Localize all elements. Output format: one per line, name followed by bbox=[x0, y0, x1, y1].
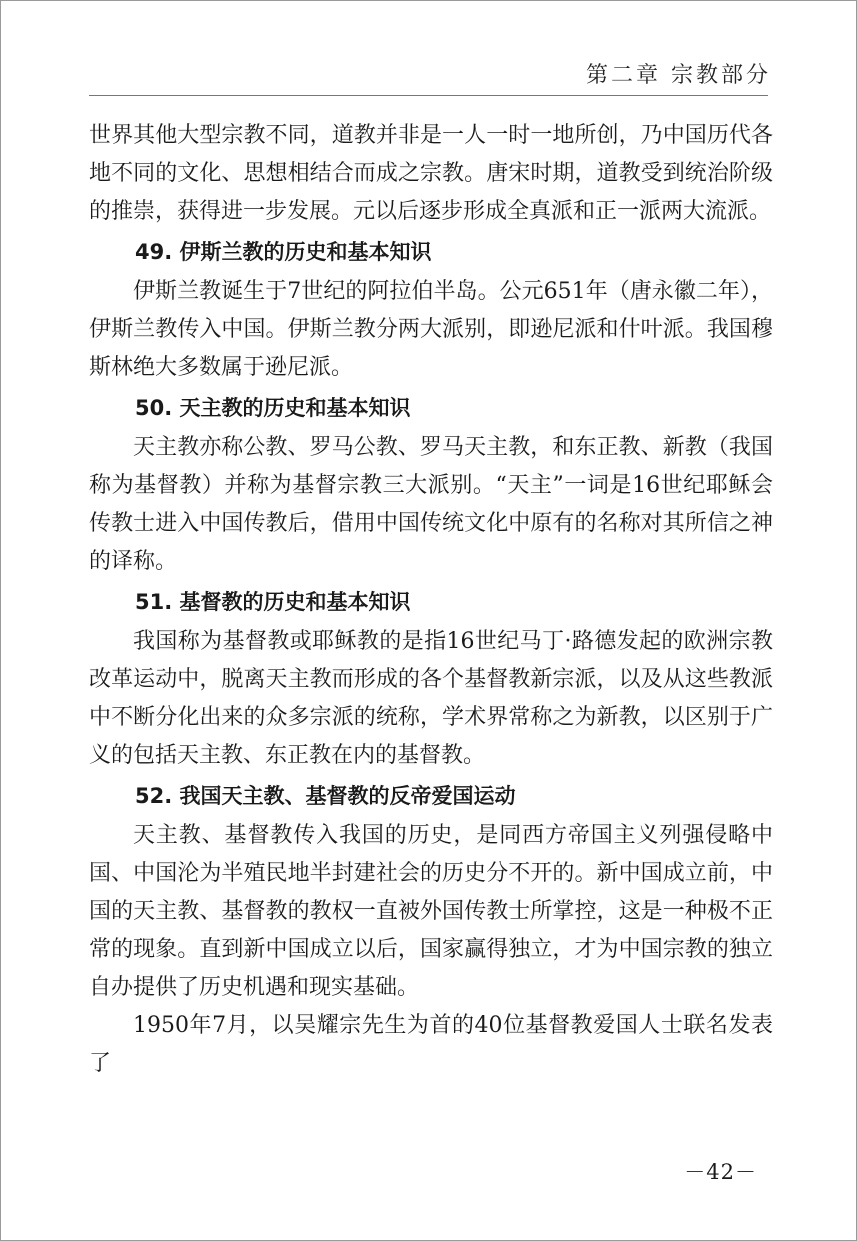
paragraph-islam: 伊斯兰教诞生于7世纪的阿拉伯半岛。公元651年（唐永徽二年），伊斯兰教传入中国。伊斯兰教分两大派别，即逊尼派和什叶派。我国穆斯林绝大多数属于逊尼派。 bbox=[89, 279, 773, 380]
page-number: －42－ bbox=[684, 1160, 757, 1184]
section-heading-51: 51. 基督教的历史和基本知识 bbox=[135, 590, 411, 614]
paragraph-patriotic-movement: 天主教、基督教传入我国的历史，是同西方帝国主义列强侵略中国、中国沦为半殖民地半封建社会的历史分不开的。新中国成立前，中国的天主教、基督教的教权一直被外国传教士所掌控，这是一种极不正常的现象。直到新中国成立以后，国家赢得独立，才为中国宗教的独立自办提供了历史机遇和现实基础。 bbox=[89, 823, 773, 1000]
paragraph-protestantism: 我国称为基督教或耶稣教的是指16世纪马丁·路德发起的欧洲宗教改革运动中，脱离天主教而形成的各个基督教新宗派，以及从这些教派中不断分化出来的众多宗派的统称，学术界常称之为新教，以区别于广义的包括天主教、东正教在内的基督教。 bbox=[89, 629, 773, 768]
section-heading-49: 49. 伊斯兰教的历史和基本知识 bbox=[135, 240, 432, 264]
section-heading-50: 50. 天主教的历史和基本知识 bbox=[135, 396, 411, 420]
paragraph-daoism-continued: 世界其他大型宗教不同，道教并非是一人一时一地所创，乃中国历代各地不同的文化、思想相结合而成之宗教。唐宋时期，道教受到统治阶级的推崇，获得进一步发展。元以后逐步形成全真派和正一派两大流派。 bbox=[89, 123, 773, 224]
chapter-header: 第二章 宗教部分 bbox=[586, 63, 771, 88]
section-heading-52: 52. 我国天主教、基督教的反帝爱国运动 bbox=[135, 784, 516, 808]
paragraph-catholicism: 天主教亦称公教、罗马公教、罗马天主教，和东正教、新教（我国称为基督教）并称为基督宗教三大派别。“天主”一词是16世纪耶稣会传教士进入中国传教后，借用中国传统文化中原有的名称对其所信之神的译称。 bbox=[89, 435, 773, 574]
paragraph-1950: 1950年7月，以吴耀宗先生为首的40位基督教爱国人士联名发表了 bbox=[89, 1013, 773, 1076]
page-body bbox=[89, 117, 773, 1083]
header-divider bbox=[89, 95, 768, 96]
